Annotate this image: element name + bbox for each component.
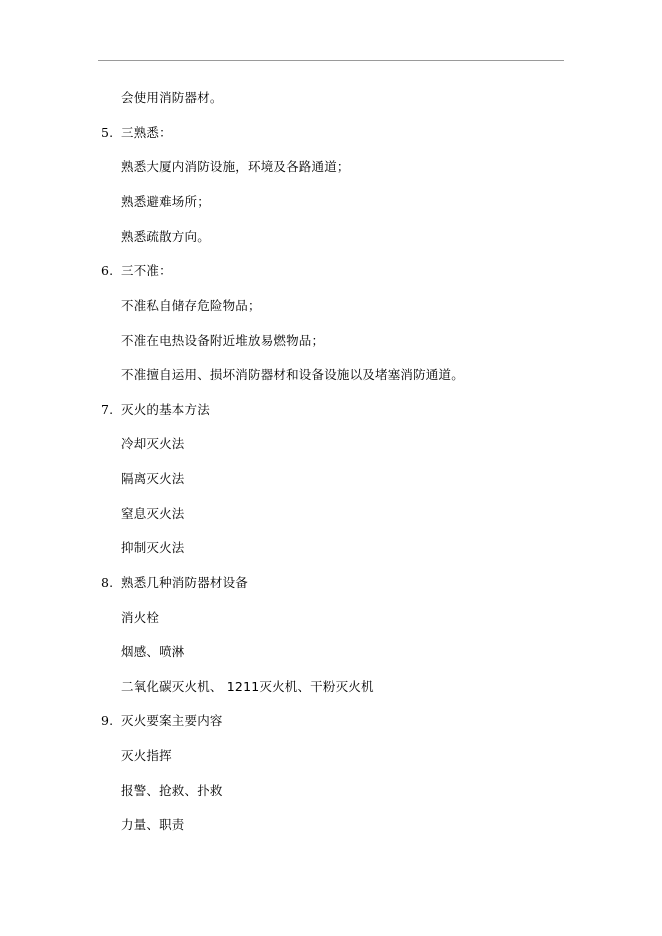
list-item xyxy=(121,367,464,383)
list-item xyxy=(121,194,210,210)
list-item xyxy=(121,679,374,695)
list-item-text: 隔离灭火法 xyxy=(121,471,185,486)
list-item-text: 二氧化碳灭火机、 1211灭火机、干粉灭火机 xyxy=(121,679,374,694)
section-heading xyxy=(101,402,210,418)
section-title: 灭火的基本方法 xyxy=(121,402,210,417)
list-item xyxy=(121,748,172,764)
section-number: 5. xyxy=(101,125,114,140)
section-title: 灭火要案主要内容 xyxy=(121,713,223,728)
section-title: 三熟悉： xyxy=(121,125,172,140)
list-item xyxy=(121,644,185,660)
list-item-text: 消火栓 xyxy=(121,610,160,625)
list-item-text: 报警、抢救、扑救 xyxy=(121,783,223,798)
section-number: 8. xyxy=(101,575,114,590)
list-item-text: 灭火指挥 xyxy=(121,748,172,763)
list-item xyxy=(121,90,223,106)
list-item xyxy=(121,817,185,833)
section-heading xyxy=(101,713,223,729)
list-item xyxy=(121,333,324,349)
section-number: 9. xyxy=(101,713,114,728)
list-item xyxy=(121,436,185,452)
list-item-text: 不准在电热设备附近堆放易燃物品； xyxy=(121,333,325,348)
list-item xyxy=(121,298,261,314)
list-item-text: 力量、职责 xyxy=(121,817,185,832)
list-item xyxy=(121,610,159,626)
section-number: 6. xyxy=(101,263,114,278)
list-item-text: 熟悉疏散方向。 xyxy=(121,229,210,244)
list-item xyxy=(121,229,210,245)
list-item xyxy=(121,471,185,487)
list-item-text: 窒息灭火法 xyxy=(121,506,185,521)
header-rule xyxy=(98,60,564,61)
section-heading xyxy=(101,575,248,591)
list-item xyxy=(121,506,185,522)
section-number: 7. xyxy=(101,402,114,417)
list-item-text: 熟悉避难场所； xyxy=(121,194,210,209)
list-item-text: 烟感、喷淋 xyxy=(121,644,185,659)
list-item-text: 会使用消防器材。 xyxy=(121,90,223,105)
list-item-text: 熟悉大厦内消防设施，环境及各路通道； xyxy=(121,159,350,174)
list-item-text: 抑制灭火法 xyxy=(121,540,185,555)
section-heading xyxy=(101,125,172,141)
list-item-text: 冷却灭火法 xyxy=(121,436,185,451)
section-heading xyxy=(101,263,172,279)
list-item-text: 不准私自储存危险物品； xyxy=(121,298,261,313)
list-item xyxy=(121,159,350,175)
list-item xyxy=(121,540,185,556)
list-item xyxy=(121,783,223,799)
section-title: 三不准： xyxy=(121,263,172,278)
list-item-text: 不准擅自运用、损坏消防器材和设备设施以及堵塞消防通道。 xyxy=(121,367,464,382)
section-title: 熟悉几种消防器材设备 xyxy=(121,575,249,590)
